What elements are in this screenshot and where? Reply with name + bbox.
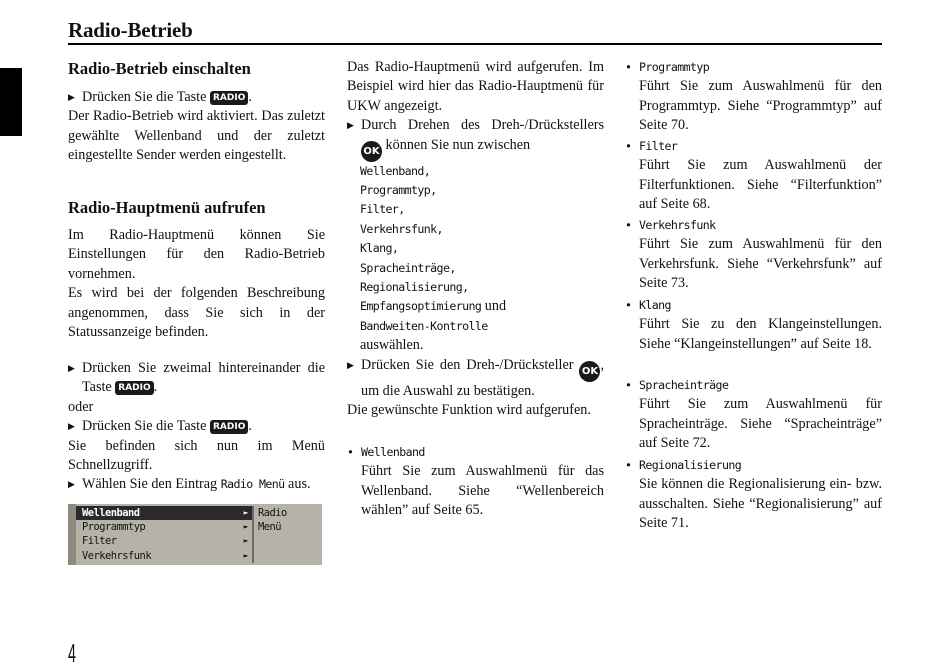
instruction-text: Drücken Sie den Dreh-/Drücksteller	[361, 356, 574, 373]
option-filter: Filter,	[360, 202, 405, 217]
menu-item-programmtyp	[76, 520, 252, 534]
hauptmenu-block	[68, 226, 325, 342]
item-heading: • Filter	[625, 137, 882, 156]
column-2-block	[347, 58, 604, 421]
instruction-press-radio	[68, 88, 325, 107]
paragraph-hauptmenu-intro: Im Radio-Hauptmenü können Sie Einstellungen für den Radio-Betrieb vornehmen.	[68, 227, 325, 282]
menu-title-line-1: Radio	[258, 507, 287, 519]
item-heading: • Spracheinträge	[625, 376, 882, 395]
instruction-text: Drücken Sie die Taste	[82, 418, 207, 435]
option-spracheintraege: Spracheinträge,	[360, 260, 456, 275]
menu-item-label: Wellenband	[82, 507, 140, 519]
submenu-arrow-icon: ►	[243, 508, 248, 517]
und-text: und	[484, 298, 507, 315]
instruction-text-end: aus.	[288, 476, 311, 493]
instruction-text: Durch Drehen des Dreh-/Drückstellers	[361, 117, 604, 134]
paragraph-assumption: Es wird bei der folgenden Beschreibung angenommen, dass Sie sich in der Statussanzeige befinden.	[68, 285, 325, 341]
submenu-arrow-icon: ►	[243, 536, 248, 546]
page-number: 4	[68, 638, 75, 668]
instruction-select-radio-menu	[68, 475, 325, 494]
option-klang: Klang,	[360, 241, 399, 256]
option-bandweiten-kontrolle: Bandweiten-Kontrolle	[360, 318, 488, 333]
item-description: Führt Sie zum Auswahlmenü für Spracheinträge. Siehe “Spracheinträge” auf Seite 72.	[639, 396, 882, 452]
menu-item-label: Filter	[82, 535, 117, 548]
item-regionalisierung	[625, 456, 882, 534]
instruction-press-radio-alt	[68, 417, 325, 436]
ok-knob-icon: OK	[361, 141, 382, 162]
einschalten-block	[68, 88, 325, 166]
instruction-press-knob	[347, 356, 604, 401]
instruction-text: Drücken Sie zweimal hintereinander die Taste	[82, 360, 325, 396]
option-programmtyp: Programmtyp,	[360, 183, 437, 198]
paragraph-function-called: Die gewünschte Funktion wird aufgerufen.	[347, 402, 591, 419]
hauptmenu-steps	[68, 359, 325, 495]
radio-key-icon: RADIO	[210, 91, 248, 105]
menu-separator	[252, 506, 254, 563]
item-description: Führt Sie zu den Klangeinstellungen. Siehe “Klangeinstellungen” auf Seite 18.	[639, 316, 882, 352]
function-option-list	[347, 162, 604, 356]
submenu-arrow-icon: ►	[243, 522, 248, 532]
radio-key-icon: RADIO	[210, 420, 248, 434]
page-title: Radio-Betrieb	[68, 18, 193, 42]
item-description: Sie können die Regionalisierung ein- bzw. ausschalten. Siehe “Regionalisierung” auf Seite 71.	[639, 476, 882, 532]
item-spracheintraege	[625, 376, 882, 454]
instruction-punct: .	[248, 89, 252, 105]
option-empfangsoptimierung: Empfangsoptimierung	[360, 299, 482, 314]
option-empfang-line	[360, 297, 604, 316]
item-heading: • Verkehrsfunk	[625, 216, 882, 235]
title-rule	[68, 43, 882, 45]
instruction-punct: .	[248, 418, 252, 435]
item-heading: • Regionalisierung	[625, 456, 882, 475]
item-heading: • Wellenband	[347, 443, 604, 462]
chapter-tab-marker	[0, 68, 22, 136]
instruction-text-end: können Sie nun zwischen	[385, 136, 531, 153]
instruction-press-radio-twice	[68, 359, 325, 398]
menu-item-label: Verkehrsfunk	[82, 549, 152, 562]
item-heading: • Programmtyp	[625, 58, 882, 77]
paragraph-schnellzugriff: Sie befinden sich nun im Menü Schnellzugriff.	[68, 437, 325, 474]
option-regionalisierung: Regionalisierung,	[360, 280, 469, 295]
radio-menu-screenshot	[68, 504, 322, 565]
instruction-text: Wählen Sie den Eintrag	[82, 476, 218, 493]
submenu-arrow-icon: ►	[243, 550, 248, 560]
radio-key-icon: RADIO	[115, 381, 153, 395]
instruction-turn-knob	[347, 116, 604, 161]
item-verkehrsfunk	[625, 216, 882, 294]
menu-title-line-2: Menü	[258, 521, 282, 534]
ok-knob-icon: OK	[579, 361, 600, 382]
item-programmtyp	[625, 58, 882, 136]
section-heading-hauptmenu: Radio-Hauptmenü aufrufen	[68, 198, 266, 217]
item-description: Führt Sie zum Auswahlmenü der Filterfunktionen. Siehe “Filterfunktion” auf Seite 68.	[639, 157, 882, 213]
auswaehlen-text: auswählen.	[360, 337, 424, 354]
item-description: Führt Sie zum Auswahlmenü für den Verkehrsfunk. Siehe “Verkehrsfunk” auf Seite 73.	[639, 236, 882, 292]
screen-left-stripe	[68, 504, 76, 565]
section-heading-einschalten: Radio-Betrieb einschalten	[68, 59, 251, 78]
item-description: Führt Sie zum Auswahlmenü für den Programmtyp. Siehe “Programmtyp” auf Seite 70.	[639, 78, 882, 134]
menu-item-label: Programmtyp	[82, 521, 146, 534]
item-klang	[625, 296, 882, 354]
option-verkehrsfunk: Verkehrsfunk,	[360, 221, 443, 236]
item-wellenband	[347, 443, 604, 521]
oder-text: oder	[68, 398, 94, 415]
instruction-punct: .	[153, 379, 158, 396]
option-wellenband: Wellenband,	[360, 163, 431, 178]
menu-item-filter	[76, 534, 252, 548]
item-heading: • Klang	[625, 296, 882, 315]
instruction-text: Drücken Sie die Taste	[82, 89, 207, 105]
menu-title-panel	[258, 506, 287, 534]
item-filter	[625, 137, 882, 215]
instruction-text-end: , um die Auswahl zu bestätigen.	[361, 356, 605, 399]
item-description: Führt Sie zum Auswahlmenü für das Wellenband. Siehe “Wellenbereich wählen” auf Seite 65.	[361, 463, 604, 519]
paragraph-radio-activated: Der Radio-Betrieb wird aktiviert. Das zuletzt gewählte Wellenband und der zuletzt eingestellte Sender werden eingestellt.	[68, 108, 325, 164]
menu-entry-name: Radio Menü	[220, 477, 285, 492]
menu-item-verkehrsfunk	[76, 549, 252, 563]
menu-item-wellenband	[76, 506, 252, 520]
paragraph-hauptmenu-called: Das Radio-Hauptmenü wird aufgerufen. Im Beispiel wird hier das Radio-Hauptmenü für UKW angezeigt.	[347, 59, 604, 114]
